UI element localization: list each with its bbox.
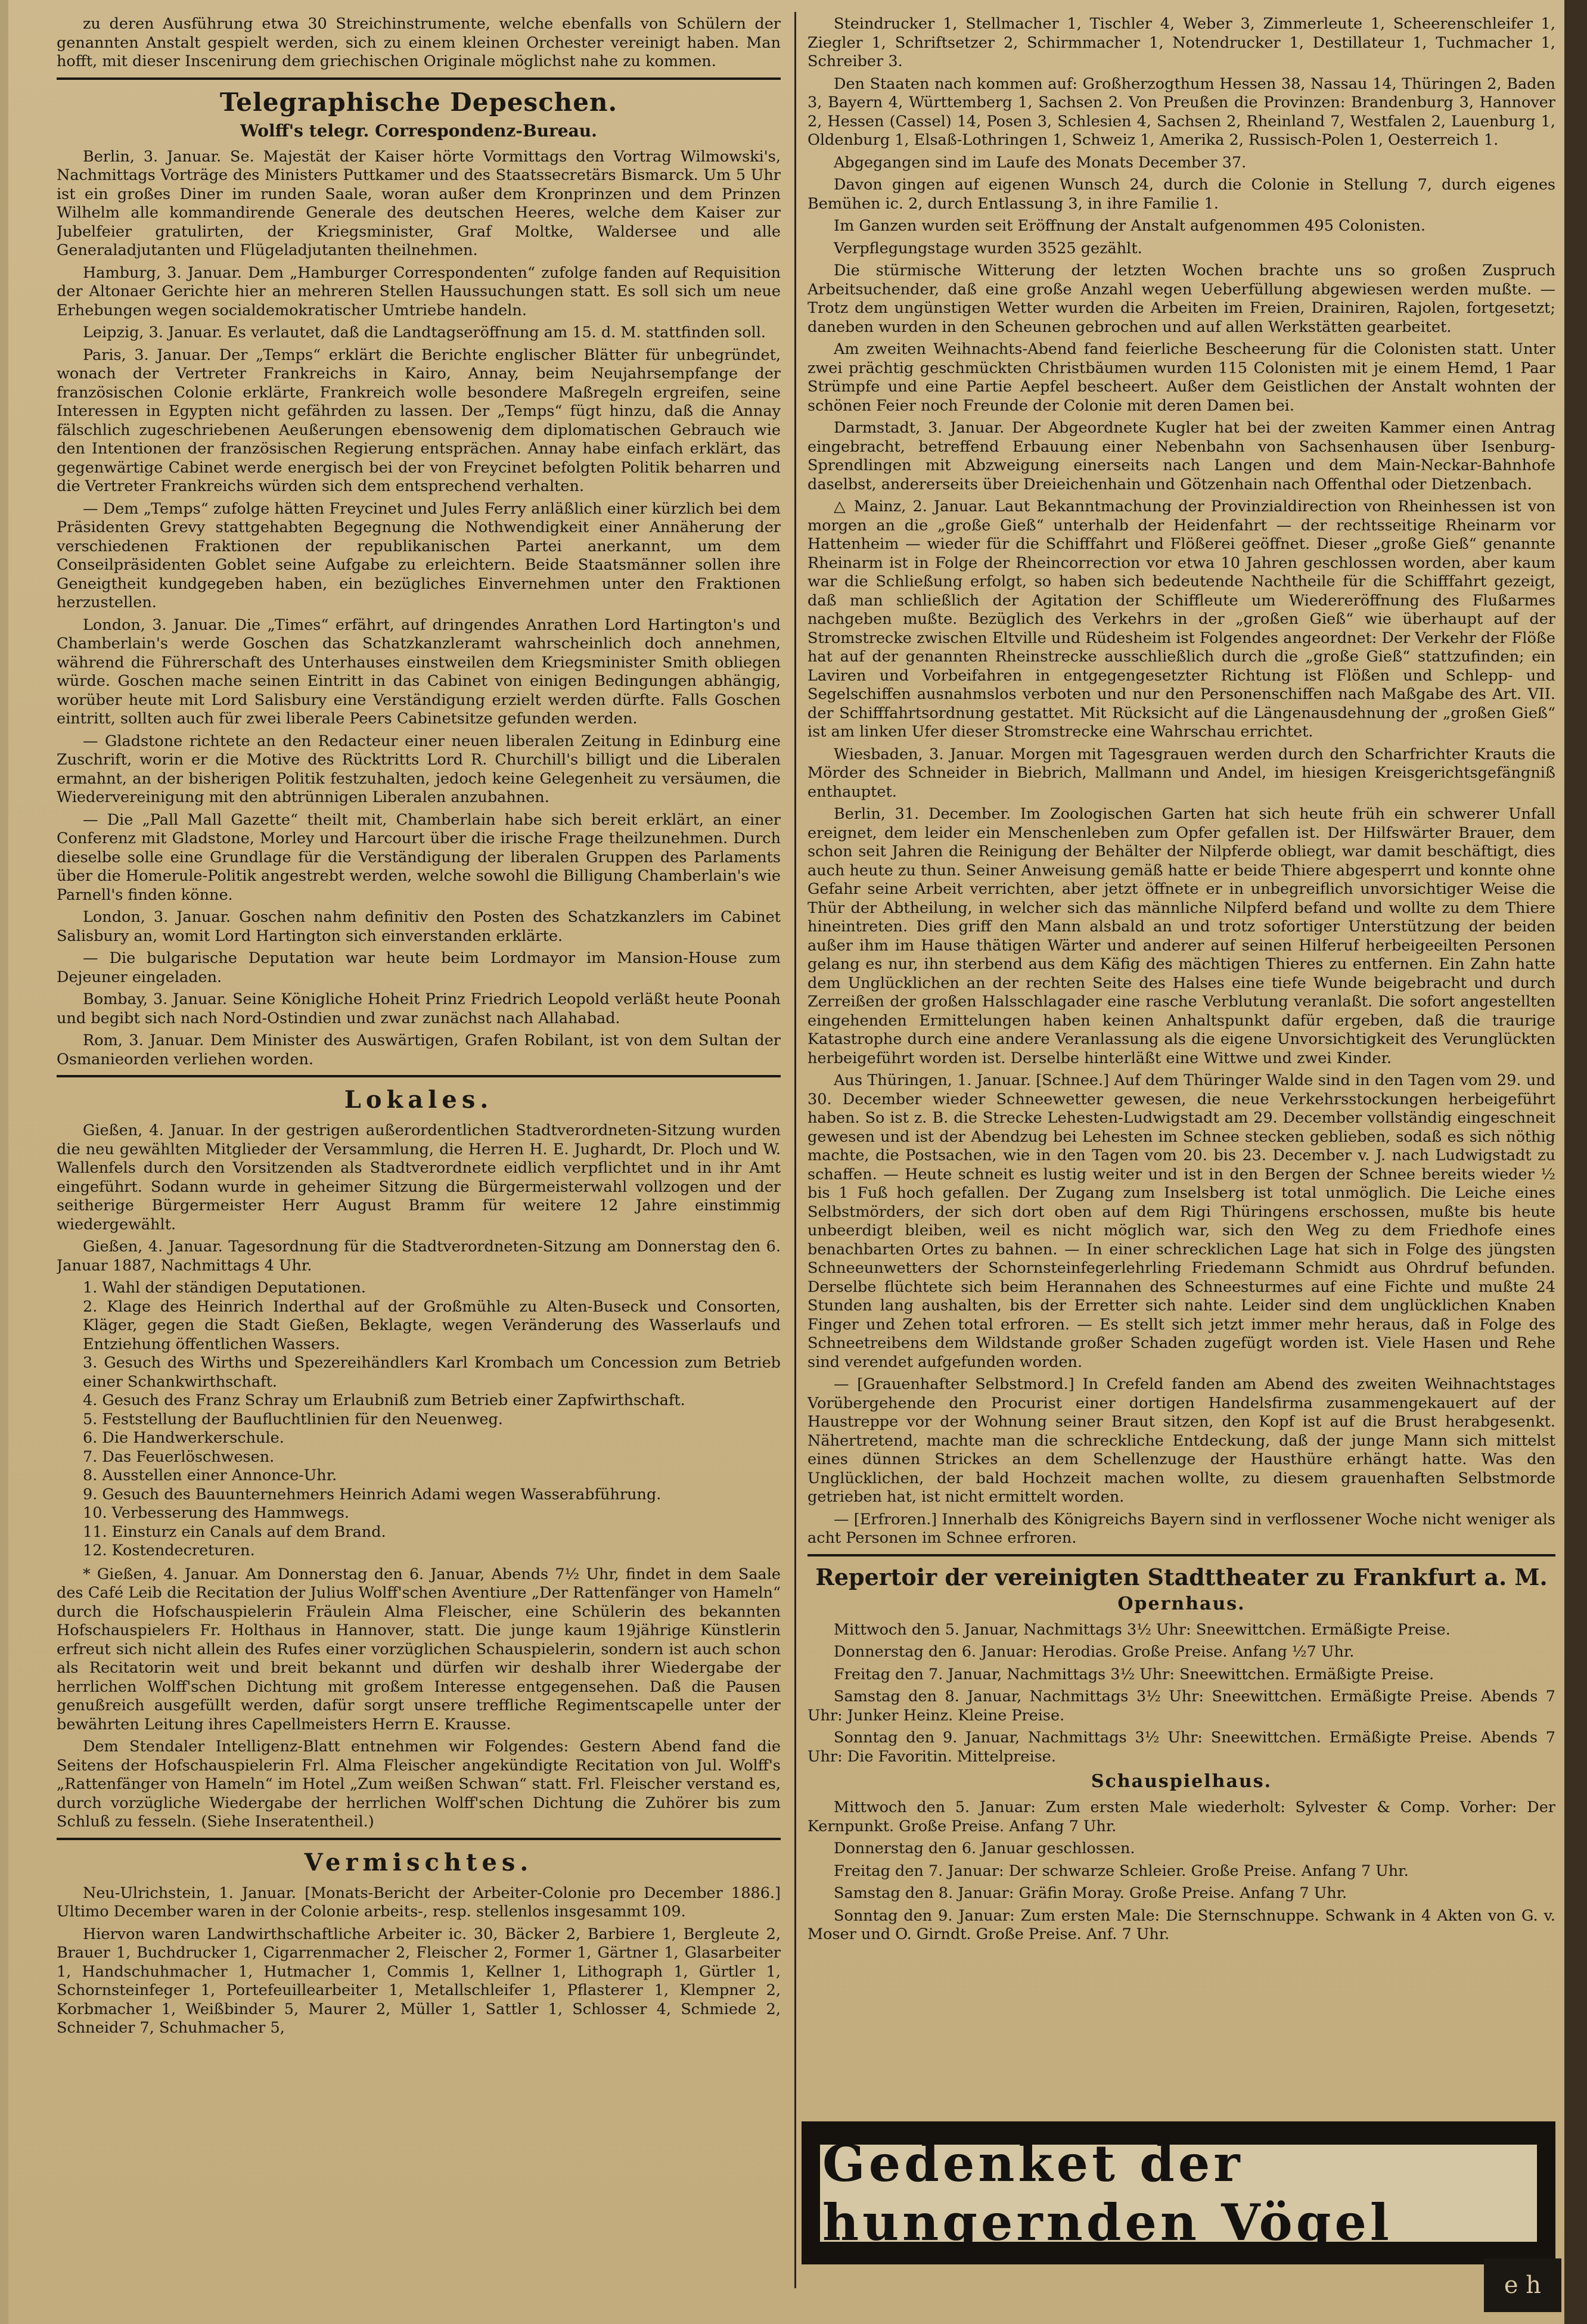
local-paragraph: * Gießen, 4. Januar. Am Donnerstag den 6. Januar, Abends 7½ Uhr, findet in dem Saale des Café Leib die Recitation der Julius Wolff'schen Aventiure „Der Rattenfänger von Hameln“ durch die Hofschauspielerin Fräulein Alma Fleischer, eine Schülerin des bekannten Hofschauspielers Fr. Holthaus in Hannover, statt. Die junge kaum 19jährige Künstlerin erfreut sich nicht allein des Rufes einer vorzüglichen Schauspielerin, sondern ist auch schon als Recitatorin weit und breit bekannt und dürfen wir deshalb ihrer Wiedergabe der herrlichen Wolff'schen Dichtung mit großem Interesse entgegensehen. Daß die Pausen genußreich ausgefüllt werden, dafür sorgt unsere treffliche Regimentscapelle unter der bewährten Leitung ihres Capellmeisters Herrn E. Krausse. bbox=[57, 1565, 781, 1733]
telegram-paragraph: Hamburg, 3. Januar. Dem „Hamburger Correspondenten“ zufolge fanden auf Requisition der Altonaer Gerichte hier an mehreren Stellen Haussuchungen statt. Es soll sich um neue Erhebungen wegen socialdemokratischer Umtriebe handeln. bbox=[57, 263, 781, 319]
left-column bbox=[57, 15, 781, 2285]
agenda-item: 10. Verbesserung des Hammwegs. bbox=[83, 1504, 349, 1522]
opera-heading: Opernhaus. bbox=[1117, 1593, 1246, 1614]
news-paragraph: Aus Thüringen, 1. Januar. [Schnee.] Auf dem Thüringer Walde sind in den Tagen vom 29. und 30. December wieder Schneewetter gewesen, die neue Verkehrsstockungen herbeigeführt haben. So ist z. B. die Strecke Lehesten-Ludwigstadt am 29. December vollständig eingeschneit gewesen und ist der Abendzug bei Lehesten im Schnee stecken geblieben, sodaß es sich nöthig machte, die Postsachen, wie in den Tagen vom 20. bis 23. December v. J. nach Ludwigstadt zu schaffen. — Heute schneit es lustig weiter und ist in den Bergen der Schnee bereits wieder ½ bis 1 Fuß hoch gefallen. Der Zugang zum Inselsberg ist total unmöglich. Die Leiche eines Selbstmörders, der sich dort oben auf dem Rigi Thüringens erschossen, mußte bis heute unbeerdigt bleiben, weil es nicht möglich war, sich den Weg zu dem Friedhofe eines benachbarten Ortes zu bahnen. — In einer schrecklichen Lage hat sich in Folge des jüngsten Schneeunwetters der Schornsteinfegerlehrling Friedemann Schmidt aus Ohrdruf befunden. Derselbe flüchtete sich beim Herannahen des Schneesturmes auf eine Fichte und mußte 24 Stunden lang aushalten, bis der Erretter sich nahte. Leider sind dem unglücklichen Knaben Finger und Zehen total erfroren. — Es stellt sich jetzt immer mehr heraus, daß in Folge des Schneetreibens dem Wildstande großer Schaden zugefügt worden ist. Viele Hasen und Rehe sind verendet aufgefunden worden. bbox=[808, 1071, 1555, 1371]
news-paragraph: Darmstadt, 3. Januar. Der Abgeordnete Kugler hat bei der zweiten Kammer einen Antrag eingebracht, betreffend Erbauung einer Nebenbahn von Sachsenhausen über Isenburg-Sprendlingen mit Abzweigung einerseits nach Langen und dem Main-Neckar-Bahnhofe daselbst, andererseits über Dreieichenhain und Götzenhain nach Offenthal oder Dietzenbach. bbox=[808, 419, 1555, 493]
intro-paragraph: zu deren Ausführung etwa 30 Streichinstrumente, welche ebenfalls von Schülern der genannten Anstalt gespielt werden, sich zu einem kleinen Orchester vereinigt haben. Man hofft, mit dieser Inscenirung dem griechischen Originale möglichst nahe zu kommen. bbox=[57, 15, 781, 70]
drama-entry: Freitag den 7. Januar: Der schwarze Schleier. Große Preise. Anfang 7 Uhr. bbox=[834, 1862, 1409, 1880]
local-body bbox=[57, 1121, 781, 1275]
news-paragraph: △ Mainz, 2. Januar. Laut Bekanntmachung der Provinzialdirection von Rheinhessen ist von morgen an die „große Gieß“ unterhalb der Heidenfahrt — der rechtsseitige Rheinarm vor Hattenheim — wieder für die Schifffahrt und Flößerei geöffnet. Dieser „große Gieß“ genannte Rheinarm ist in Folge der Rheincorrection vor etwa 10 Jahren geschlossen worden, aber kaum war die Schließung erfolgt, so haben sich bedeutende Nachtheile für die Schifffahrt gezeigt, daß man schließlich der Agitation der Schiffleute um Wiedereröffnung des Flußarmes nachgeben mußte. Bezüglich des Verkehrs in der „großen Gieß“ wie überhaupt auf der Stromstrecke zwischen Eltville und Rüdesheim ist Folgendes angeordnet: Der Verkehr der Flöße hat auf der genannten Rheinstrecke ausschließlich durch die „große Gieß“ stattzufinden; ein Laviren und Vorbeifahren in entgegengesetzter Richtung ist Flößen und Schlepp- und Segelschiffen ausnahmslos verboten und nur den Personenschiffen nach Maßgabe des Art. VII. der Schifffahrtsordnung gestattet. Mit Rücksicht auf die Längenausdehnung der „großen Gieß“ ist am linken Ufer dieser Stromstrecke eine Wahrschau errichtet. bbox=[808, 498, 1555, 741]
news-paragraph: — [Grauenhafter Selbstmord.] In Crefeld fanden am Abend des zweiten Weihnachtstages Vorübergehende den Procurist einer dortigen Handelsfirma zusammengekauert auf der Haustreppe vor der Wohnung seiner Braut sitzen, den Kopf ist auf die Brust herabgesenkt. Nähertretend, machte man die schreckliche Entdeckung, daß der junge Mann sich mittelst eines dünnen Strickes an dem Schellenzuge der Hausthüre erhängt hatte. Was den Unglücklichen, der bald Hochzeit machen wollte, zu diesem grauenhaften Selbstmorde getrieben hat, ist nicht ermittelt worden. bbox=[808, 1375, 1555, 1506]
telegrams-heading: Telegraphische Depeschen. bbox=[219, 87, 618, 117]
news-paragraph: Davon gingen auf eigenen Wunsch 24, durch die Colonie in Stellung 7, durch eigenes Bemühen ic. 2, durch Entlassung 3, in ihre Familie 1. bbox=[808, 176, 1555, 213]
news-paragraph: Wiesbaden, 3. Januar. Morgen mit Tagesgrauen werden durch den Scharfrichter Krauts die Mörder des Schneider in Biebrich, Mallmann und Andel, im hiesigen Kreisgerichtsgefängniß enthauptet. bbox=[808, 745, 1555, 801]
agenda-item: 4. Gesuch des Franz Schray um Erlaubniß zum Betrieb einer Zapfwirthschaft. bbox=[83, 1391, 685, 1409]
telegram-paragraph: Leipzig, 3. Januar. Es verlautet, daß die Landtagseröffnung am 15. d. M. stattfinden soll. bbox=[83, 324, 766, 341]
agenda-item: 1. Wahl der ständigen Deputationen. bbox=[83, 1279, 366, 1297]
drama-entry: Mittwoch den 5. Januar: Zum ersten Male wiederholt: Sylvester & Comp. Vorher: Der Kernpunkt. Große Preise. Anfang 7 Uhr. bbox=[808, 1798, 1555, 1835]
news-paragraph: Verpflegungstage wurden 3525 gezählt. bbox=[834, 239, 1142, 257]
section-rule bbox=[808, 1554, 1555, 1556]
agenda-item: 8. Ausstellen einer Annonce-Uhr. bbox=[83, 1467, 337, 1484]
agenda-item: 5. Feststellung der Baufluchtlinien für den Neuenweg. bbox=[83, 1410, 503, 1428]
local-after-agenda bbox=[57, 1565, 781, 1832]
news-paragraph: Steindrucker 1, Stellmacher 1, Tischler 4, Weber 3, Zimmerleute 1, Scheerenschleifer 1, Ziegler 1, Schriftsetzer 2, Schirmmacher 1, Notendrucker 1, Destillateur 1, Tuchmacher 1, Schreiber 3. bbox=[808, 15, 1555, 70]
agenda-item: 2. Klage des Heinrich Inderthal auf der Großmühle zu Alten-Buseck und Consorten, Kläger, gegen die Stadt Gießen, Beklagte, wegen Veränderung des Wasserlaufs und Entziehung öffentlichen Wassers. bbox=[83, 1297, 781, 1353]
telegram-paragraph: Berlin, 3. Januar. Se. Majestät der Kaiser hörte Vormittags den Vortrag Wilmowski's, Nachmittags Vorträge des Ministers Puttkamer und des Staatssecretärs Bismarck. Um 5 Uhr ist ein großes Diner im runden Saale, woran außer dem Kronprinzen und dem Prinzen Wilhelm alle kommandirende Generale des deutschen Heeres, welche dem Kaiser zur Jubelfeier gratulirten, der Kriegsminister, Graf Moltke, Waldersee und alle Generaladjutanten und Flügeladjutanten theilnehmen. bbox=[57, 147, 781, 259]
advert-banner bbox=[802, 2121, 1555, 2264]
local-paragraph: Gießen, 4. Januar. Tagesordnung für die Stadtverordneten-Sitzung am Donnerstag den 6. Januar 1887, Nachmittags 4 Uhr. bbox=[57, 1238, 781, 1275]
telegram-paragraph: Paris, 3. Januar. Der „Temps“ erklärt die Berichte englischer Blätter für unbegründet, wonach der Vertreter Frankreichs in Kairo, Annay, beim Neujahrsempfange der französischen Colonie erklärte, Frankreich wolle besondere Maßregeln ergreifen, seine Interessen in Egypten nicht gefährden zu lassen. Der „Temps“ fügt hinzu, daß die Annay fälschlich zugeschriebenen Aeußerungen ebensowenig dem diplomatischen Gebrauch wie den Intentionen der französischen Regierung entsprächen. Annay habe einfach erklärt, das gegenwärtige Cabinet werde energisch bei der von Freycinet befolgten Politik beharren und die Vertreter Frankreichs würden sich dem entsprechend verhalten. bbox=[57, 346, 781, 495]
agenda-item: 11. Einsturz ein Canals auf dem Brand. bbox=[83, 1523, 386, 1541]
right-body bbox=[808, 15, 1555, 1548]
agenda-item: 6. Die Handwerkerschule. bbox=[83, 1429, 284, 1447]
column-rule bbox=[794, 12, 796, 2288]
section-rule bbox=[57, 1838, 781, 1840]
agenda-item: 9. Gesuch des Bauunternehmers Heinrich Adami wegen Wasserabführung. bbox=[83, 1485, 661, 1503]
advert-frame bbox=[820, 2134, 1537, 2252]
section-rule bbox=[57, 77, 781, 80]
news-paragraph: Die stürmische Witterung der letzten Wochen brachte uns so großen Zuspruch Arbeitsuchender, daß eine große Anzahl wegen Ueberfüllung abgewiesen werden mußte. — Trotz dem ungünstigen Wetter wurden die Arbeiten im Freien, Drainiren, Rajolen, fortgesetzt; daneben wurden in den Scheunen gebrochen und auf allen Werkstätten gearbeitet. bbox=[808, 262, 1555, 336]
opera-listing bbox=[808, 1621, 1555, 1767]
local-paragraph: Gießen, 4. Januar. In der gestrigen außerordentlichen Stadtverordneten-Sitzung wurden die neu gewählten Mitglieder der Versammlung, die Herren H. E. Jughardt, Dr. Ploch und W. Wallenfels durch den Vorsitzenden als Stadtverordnete eidlich verpflichtet und in ihr Amt eingeführt. Sodann wurde in geheimer Sitzung die Bürgermeisterwahl vollzogen und der seitherige Bürgermeister Herr August Bramm für weitere 12 Jahre einstimmig wiedergewählt. bbox=[57, 1121, 781, 1234]
news-paragraph: Am zweiten Weihnachts-Abend fand feierliche Bescheerung für die Colonisten statt. Unter zwei prächtig geschmückten Christbäumen wurden 115 Colonisten mit je einem Hemd, 1 Paar Strümpfe und eine Partie Aepfel bescheert. Außer dem Geistlichen der Anstalt wohnten der schönen Feier noch Freunde der Colonie mit deren Damen bei. bbox=[808, 340, 1555, 415]
local-paragraph: Dem Stendaler Intelligenz-Blatt entnehmen wir Folgendes: Gestern Abend fand die Seitens der Hofschauspielerin Frl. Alma Fleischer angekündigte Recitation von Jul. Wolff's „Rattenfänger von Hameln“ im Hotel „Zum weißen Schwan“ statt. Frl. Fleischer verstand es, durch vorzügliche Wiedergabe der herrlichen Wolff'schen Dichtung die Zuhörer bis zum Schluß zu fesseln. (Siehe Inseratentheil.) bbox=[57, 1738, 781, 1831]
opera-entry: Freitag den 7. Januar, Nachmittags 3½ Uhr: Sneewittchen. Ermäßigte Preise. bbox=[834, 1665, 1434, 1683]
telegram-paragraph: — Die „Pall Mall Gazette“ theilt mit, Chamberlain habe sich bereit erklärt, an einer Conferenz mit Gladstone, Morley und Harcourt über die irische Frage theilzunehmen. Durch dieselbe solle eine Grundlage für die Verständigung der liberalen Gruppen des Parlaments über die Homerule-Politik angestrebt werden, welche sowohl die Billigung Chamberlain's wie Parnell's finden könne. bbox=[57, 810, 781, 904]
misc-heading: Vermischtes. bbox=[304, 1848, 533, 1876]
telegram-paragraph: Rom, 3. Januar. Dem Minister des Auswärtigen, Grafen Robilant, ist von dem Sultan der Osmanieorden verliehen worden. bbox=[57, 1031, 781, 1068]
telegram-paragraph: London, 3. Januar. Die „Times“ erfährt, auf dringendes Anrathen Lord Hartington's und Chamberlain's werde Goschen das Schatzkanzleramt wahrscheinlich doch annehmen, während die Führerschaft des Unterhauses einstweilen dem Kriegsminister Smith obliegen würde. Goschen mache seinen Eintritt in das Cabinet von einigen Bedingungen abhängig, worüber heute mit Lord Salisbury eine Verständigung erzielt werden dürfte. Falls Goschen eintritt, sollten auch für zwei liberale Peers Cabinetsitze gefunden werden. bbox=[57, 616, 781, 728]
news-paragraph: Im Ganzen wurden seit Eröffnung der Anstalt aufgenommen 495 Colonisten. bbox=[834, 217, 1425, 235]
section-rule bbox=[57, 1075, 781, 1077]
page-left-edge bbox=[0, 0, 8, 2324]
news-paragraph: Abgegangen sind im Laufe des Monats December 37. bbox=[834, 153, 1247, 172]
news-paragraph: — [Erfroren.] Innerhalb des Königreichs Bayern sind in verflossener Woche nicht weniger als acht Personen im Schnee erfroren. bbox=[808, 1510, 1555, 1547]
advert-corner: e h bbox=[1484, 2258, 1561, 2312]
telegrams-body bbox=[57, 148, 781, 1070]
opera-entry: Samstag den 8. Januar, Nachmittags 3½ Uhr: Sneewittchen. Ermäßigte Preise. Abends 7 Uhr: Junker Heinz. Kleine Preise. bbox=[808, 1688, 1555, 1725]
advert-text: Gedenket der hungernden Vögel bbox=[822, 2134, 1393, 2252]
drama-listing bbox=[808, 1798, 1555, 1944]
agenda-item: 12. Kostendecreturen. bbox=[83, 1542, 255, 1559]
drama-entry: Samstag den 8. Januar: Gräfin Moray. Große Preise. Anfang 7 Uhr. bbox=[834, 1884, 1347, 1902]
opera-entry: Mittwoch den 5. Januar, Nachmittags 3½ Uhr: Sneewittchen. Ermäßigte Preise. bbox=[834, 1620, 1451, 1639]
misc-paragraph: Hiervon waren Landwirthschaftliche Arbeiter ic. 30, Bäcker 2, Barbiere 1, Bergleute 2, Brauer 1, Buchdrucker 1, Cigarrenmacher 2, Fleischer 2, Former 1, Gärtner 1, Glasarbeiter 1, Handschuhmacher 1, Hutmacher 1, Commis 1, Kellner 1, Lithograph 1, Gürtler 1, Schornsteinfeger 1, Portefeuillearbeiter 1, Metallschleifer 1, Pflasterer 1, Klempner 2, Korbmacher 1, Weißbinder 5, Maurer 2, Müller 1, Sattler 1, Schlosser 4, Schmiede 2, Schneider 7, Schuhmacher 5, bbox=[57, 1925, 781, 2037]
drama-heading: Schauspielhaus. bbox=[1091, 1771, 1272, 1792]
right-column bbox=[808, 15, 1555, 2303]
telegrams-subheading: Wolff's telegr. Correspondenz-Bureau. bbox=[240, 120, 597, 141]
misc-paragraph: Neu-Ulrichstein, 1. Januar. [Monats-Bericht der Arbeiter-Colonie pro December 1886.] Ultimo December waren in der Colonie arbeits-, resp. stellenlos insgesammt 109. bbox=[57, 1884, 781, 1921]
telegram-paragraph: — Dem „Temps“ zufolge hätten Freycinet und Jules Ferry anläßlich einer kürzlich bei dem Präsidenten Grevy stattgehabten Begegnung die Nothwendigkeit einer Annäherung der verschiedenen Fraktionen der republikanischen Partei anerkannt, um dem Conseilpräsidenten Goblet seine Aufgabe zu erleichtern. Beide Staatsmänner sollen ihre Geneigtheit kundgegeben haben, ein bezügliches Einvernehmen unter den Fraktionen herzustellen. bbox=[57, 499, 781, 611]
telegram-paragraph: London, 3. Januar. Goschen nahm definitiv den Posten des Schatzkanzlers im Cabinet Salisbury an, womit Lord Hartington sich einverstanden erklärte. bbox=[57, 908, 781, 945]
telegram-paragraph: — Gladstone richtete an den Redacteur einer neuen liberalen Zeitung in Edinburg eine Zuschrift, worin er die Motive des Rücktritts Lord R. Churchill's billigt und die Liberalen ermahnt, an der bisherigen Politik festzuhalten, jedoch keine Gelegenheit zu versäumen, die Wiedervereinigung mit den abtrünnigen Liberalen anzubahnen. bbox=[57, 732, 781, 806]
local-heading: Lokales. bbox=[344, 1086, 493, 1114]
drama-entry: Donnerstag den 6. Januar geschlossen. bbox=[834, 1840, 1135, 1857]
theatre-title: Repertoir der vereinigten Stadttheater zu Frankfurt a. M. bbox=[815, 1563, 1548, 1590]
opera-entry: Sonntag den 9. Januar, Nachmittags 3½ Uhr: Sneewittchen. Ermäßigte Preise. Abends 7 Uhr: Die Favoritin. Mittelpreise. bbox=[808, 1729, 1555, 1766]
agenda-item: 3. Gesuch des Wirths und Spezereihändlers Karl Krombach um Concession zum Betrieb einer Schankwirthschaft. bbox=[83, 1354, 781, 1391]
binding-edge bbox=[1564, 0, 1587, 2324]
telegram-paragraph: Bombay, 3. Januar. Seine Königliche Hoheit Prinz Friedrich Leopold verläßt heute Poonah und begibt sich nach Nord-Ostindien und zwar zunächst nach Allahabad. bbox=[57, 990, 781, 1027]
agenda-list bbox=[83, 1279, 781, 1561]
misc-body bbox=[57, 1884, 781, 2038]
telegram-paragraph: — Die bulgarische Deputation war heute beim Lordmayor im Mansion-House zum Dejeuner eingeladen. bbox=[57, 949, 781, 986]
news-paragraph: Berlin, 31. December. Im Zoologischen Garten hat sich heute früh ein schwerer Unfall ereignet, dem leider ein Menschenleben zum Opfer gefallen ist. Der Hilfswärter Brauer, dem schon seit Jahren die Reinigung der Behälter der Nilpferde obliegt, war damit beschäftigt, dies auch heute zu thun. Seiner Anweisung gemäß hatte er beide Thiere abgesperrt und konnte ohne Gefahr seine Arbeit verrichten, aber jetzt öffnete er in unbegreiflich unvorsichtiger Weise die Thür der Abtheilung, in welcher sich das männliche Nilpferd befand und wollte zu dem Thiere hineintreten. Dies griff den Mann alsbald an und trotz sofortiger Unterstützung der beiden außer ihm im Hause thätigen Wärter und anderer auf seinen Hilferuf herbeigeeilten Personen gelang es nur, ihn sterbend aus dem Käfig des mächtigen Thieres zu entfernen. Ein Zahn hatte dem Unglücklichen an der rechten Seite des Halses eine tiefe Wunde beigebracht und durch Zerreißen der großen Halsschlagader eine rasche Verblutung veranlaßt. Die sofort angestellten eingehenden Ermittelungen haben keinen Anhaltspunkt dafür ergeben, daß die traurige Katastrophe durch eine andere Veranlassung als die eigene Unvorsichtigkeit des Verunglückten herbeigeführt worden ist. Derselbe hinterläßt eine Wittwe und zwei Kinder. bbox=[808, 805, 1555, 1067]
news-paragraph: Den Staaten nach kommen auf: Großherzogthum Hessen 38, Nassau 14, Thüringen 2, Baden 3, Bayern 4, Württemberg 1, Sachsen 2. Von Preußen die Provinzen: Brandenburg 3, Hannover 2, Hessen (Cassel) 14, Posen 3, Schlesien 4, Sachsen 2, Rheinland 7, Westfalen 2, Lauenburg 1, Oldenburg 1, Elsaß-Lothringen 1, Schweiz 1, Amerika 2, Russisch-Polen 1, Oesterreich 1. bbox=[808, 74, 1555, 149]
opera-entry: Donnerstag den 6. Januar: Herodias. Große Preise. Anfang ½7 Uhr. bbox=[834, 1643, 1355, 1661]
drama-entry: Sonntag den 9. Januar: Zum ersten Male: Die Sternschnuppe. Schwank in 4 Akten von G. v. Moser und O. Girndt. Große Preise. Anf. 7 Uhr. bbox=[808, 1906, 1555, 1943]
agenda-item: 7. Das Feuerlöschwesen. bbox=[83, 1447, 275, 1466]
